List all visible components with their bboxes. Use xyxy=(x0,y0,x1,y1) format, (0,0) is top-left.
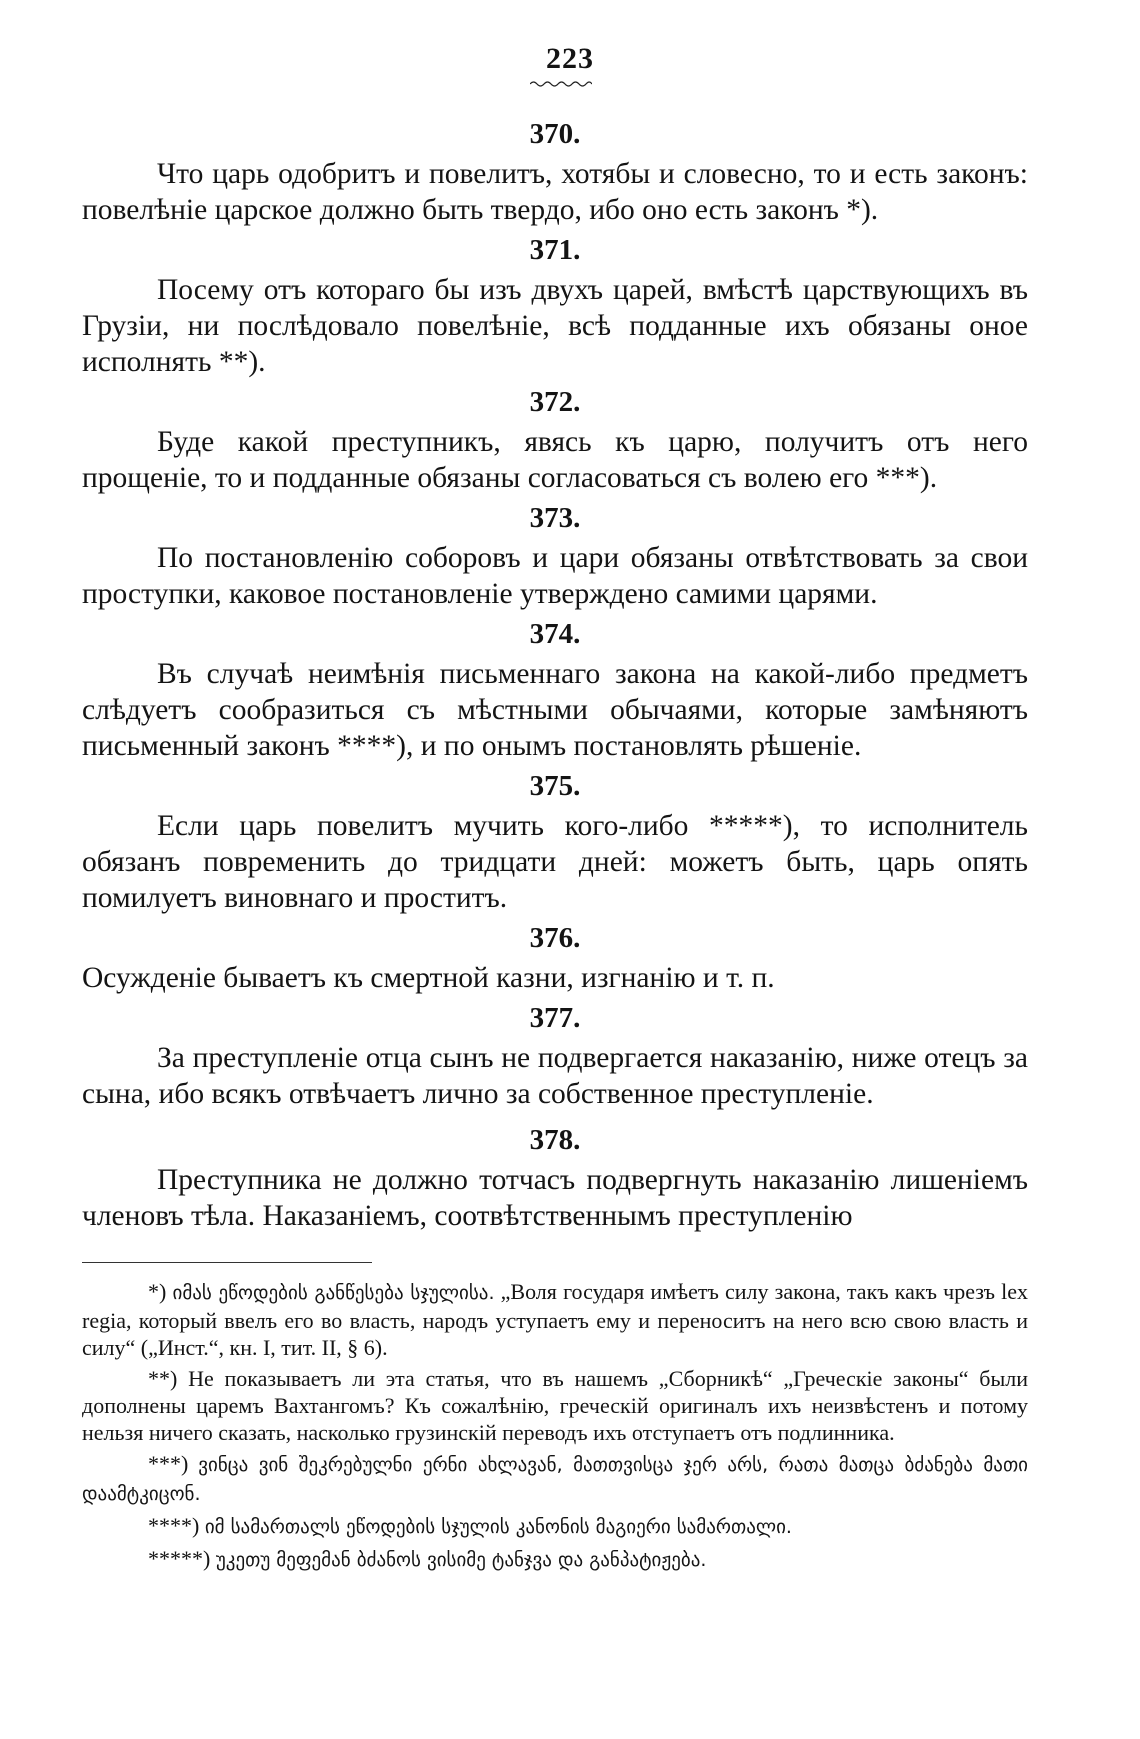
footnote-mark: ***) xyxy=(148,1451,189,1476)
article-text: Посему отъ котораго бы изъ двухъ царей, вмѣстѣ царствующихъ въ Грузіи, ни послѣдовало повелѣніе, всѣ подданные ихъ обязаны оное исполнять **). xyxy=(82,274,1028,378)
footnote xyxy=(82,1545,1028,1574)
article-text: Въ случаѣ неимѣнія письменнаго закона на какой-либо предметъ слѣдуетъ сообразиться съ мѣстными обычаями, которые замѣняютъ письменный законъ ****), и по онымъ постановлять рѣшеніе. xyxy=(82,658,1028,762)
footnote-mark: *****) xyxy=(148,1546,211,1571)
article-text: Если царь повелитъ мучить кого-либо *****), то исполнитель обязанъ повременить до тридцати дней: можетъ быть, царь опять помилуетъ виновнаго и проститъ. xyxy=(82,810,1028,914)
footnote xyxy=(82,1365,1028,1446)
article-text: Буде какой преступникъ, явясь къ царю, получитъ отъ него прощеніе, то и подданные обязаны согласоваться съ волею его ***). xyxy=(82,426,1028,494)
footnote-text: Не показываетъ ли эта статья, что въ нашемъ „Сборникѣ“ „Греческіе законы“ были дополнены царемъ Вахтангомъ? Къ сожалѣнію, греческій оригиналъ ихъ неизвѣстенъ и потому нельзя ничего сказать, насколько грузинскій переводъ ихъ отступаетъ отъ подлинника. xyxy=(82,1366,1028,1445)
article-text: За преступленіе отца сынъ не подвергается наказанію, ниже отецъ за сына, ибо всякъ отвѣчаетъ лично за собственное преступленіе. xyxy=(82,1042,1028,1110)
footnote xyxy=(82,1450,1028,1508)
footnotes xyxy=(82,1278,1028,1578)
article-number: 377. xyxy=(529,1002,581,1034)
article-number: 370. xyxy=(529,118,581,150)
footnote xyxy=(82,1512,1028,1541)
article-number: 375. xyxy=(529,770,581,802)
article-number: 373. xyxy=(529,502,581,534)
footnote-georgian: ვინცა ვინ შეკრებულნი ერნი ახლავან, მათთვისცა ჯერ არს, რათა მათცა ბძანება მათი დაამტკიცონ. xyxy=(82,1454,1028,1505)
footnote-mark: *) xyxy=(148,1279,167,1304)
page-number-ornament xyxy=(530,80,592,88)
article-text: По постановленію соборовъ и цари обязаны отвѣтствовать за свои проступки, каковое постановленіе утверждено самими царями. xyxy=(82,542,1028,610)
footnote-divider xyxy=(82,1262,372,1263)
page-number: 223 xyxy=(546,42,594,75)
article-text: Преступника не должно тотчасъ подвергнуть наказанію лишеніемъ членовъ тѣла. Наказаніемъ, соотвѣтственнымъ преступленію xyxy=(82,1164,1028,1232)
article-number: 376. xyxy=(529,922,581,954)
footnote-georgian: იმ სამართალს ეწოდების სჯულის კანონის მაგიერი სამართალი. xyxy=(204,1516,792,1538)
article-text: Осужденіе бываетъ къ смертной казни, изгнанію и т. п. xyxy=(82,962,775,994)
article-number: 371. xyxy=(529,234,581,266)
footnote xyxy=(82,1278,1028,1361)
footnote-mark: ****) xyxy=(148,1513,200,1538)
footnote-mark: **) xyxy=(148,1366,178,1391)
footnote-text: „Воля государя имѣетъ силу закона, такъ какъ чрезъ lex regia, который ввелъ его во власть, народъ уступаетъ ему и переноситъ на него всю свою власть и силу“ („Инст.“, кн. I, тит. II, § 6). xyxy=(82,1279,1028,1360)
footnote-georgian: იმას ეწოდების განწესება სჯულისა. xyxy=(172,1282,495,1304)
articles-body xyxy=(82,112,1028,1234)
article-text: Что царь одобритъ и повелитъ, хотябы и словесно, то и есть законъ: повелѣніе царское должно быть твердо, ибо оно есть законъ *). xyxy=(82,158,1028,226)
article-number: 374. xyxy=(529,618,581,650)
article-number: 372. xyxy=(529,386,581,418)
footnote-georgian: უკეთუ მეფემან ბძანოს ვისიმე ტანჯვა და განპატიჟება. xyxy=(215,1549,707,1571)
article-number: 378. xyxy=(529,1124,581,1156)
